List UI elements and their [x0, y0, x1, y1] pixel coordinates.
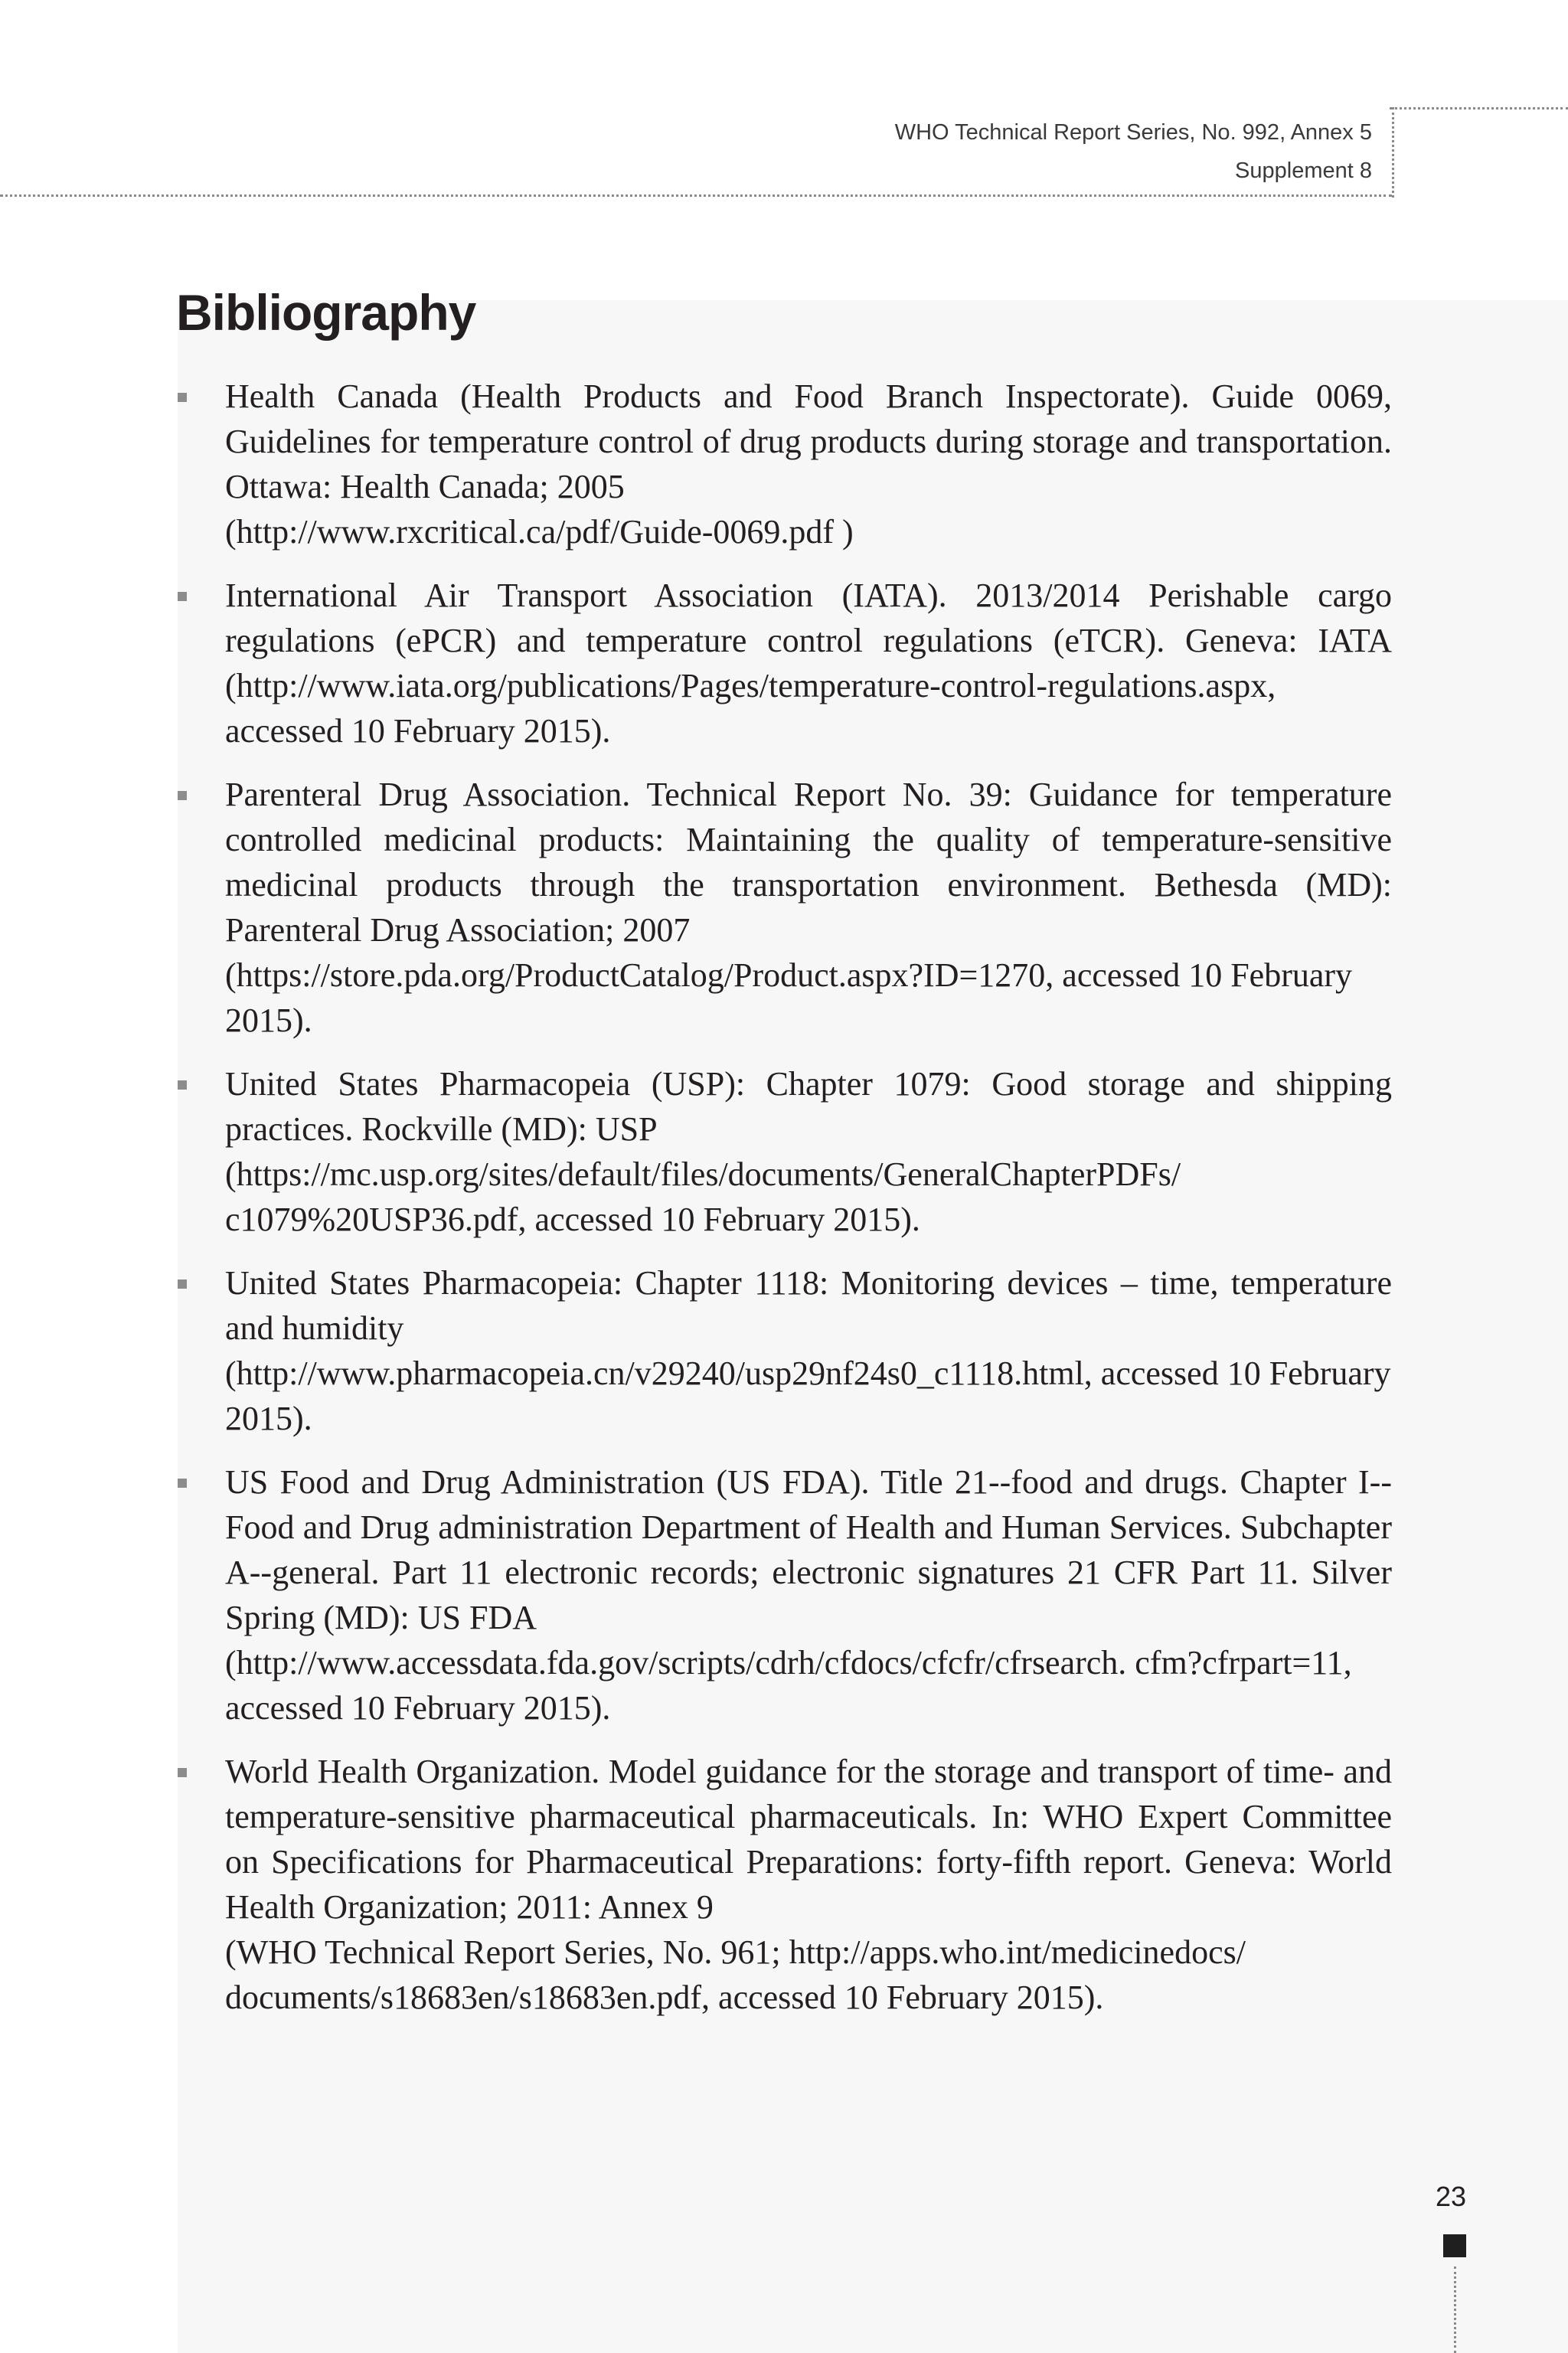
reference-url: (http://www.pharmacopeia.cn/v29240/usp29nf24s0_c1118.html, accessed 10 February 2015). [225, 1355, 1391, 1437]
page-marker-square [1443, 2234, 1466, 2257]
reference-text: Parenteral Drug Association. Technical Report No. 39: Guidance for temperature controlled medicinal products: Maintaining the quality of temperature-sensitive medicinal products through the transportation environment. Bethesda (MD): Parenteral Drug Association; 2007 [225, 776, 1392, 949]
reference-url: (https://mc.usp.org/sites/default/files/documents/GeneralChapterPDFs/ c1079%20USP36.pdf, accessed 10 February 2015). [225, 1155, 1181, 1238]
square-bullet-icon [178, 1080, 187, 1090]
reference-url: (https://store.pda.org/ProductCatalog/Product.aspx?ID=1270, accessed 10 February 2015). [225, 956, 1353, 1039]
reference-item [175, 573, 1392, 753]
series-title: WHO Technical Report Series, No. 992, Annex 5 [894, 120, 1372, 145]
square-bullet-icon [178, 1479, 187, 1488]
reference-url: (WHO Technical Report Series, No. 961; http://apps.who.int/medicinedocs/ documents/s18683en/s18683en.pdf, accessed 10 February 2015). [225, 1933, 1246, 2016]
reference-text: United States Pharmacopeia (USP): Chapter 1079: Good storage and shipping practices. Rockville (MD): USP [225, 1065, 1392, 1148]
page-dotted-rule [1454, 2266, 1456, 2353]
header-dotted-rule-vertical [1392, 107, 1394, 198]
reference-url: (http://www.rxcritical.ca/pdf/Guide-0069.pdf ) [225, 513, 854, 551]
reference-item [175, 1459, 1392, 1730]
reference-item [175, 772, 1392, 1043]
reference-text: Health Canada (Health Products and Food Branch Inspectorate). Guide 0069, Guidelines for temperature control of drug products during storage and transportation. Ottawa: Health Canada; 2005 [225, 377, 1392, 505]
header-dotted-rule-bottom [0, 194, 1392, 197]
reference-url: (http://www.accessdata.fda.gov/scripts/cdrh/cfdocs/cfcfr/cfrsearch. cfm?cfrpart=11, accessed 10 February 2015). [225, 1644, 1352, 1727]
reference-text: World Health Organization. Model guidance for the storage and transport of time- and temperature-sensitive pharmaceutical pharmaceuticals. In: WHO Expert Committee on Specifications for Pharmaceutical Preparations: forty-fifth report. Geneva: World Health Organization; 2011: Annex 9 [225, 1753, 1392, 1926]
square-bullet-icon [178, 1279, 187, 1289]
supplement-label: Supplement 8 [1235, 159, 1372, 183]
header-dotted-rule-top [1390, 107, 1568, 109]
square-bullet-icon [178, 393, 187, 402]
section-title: Bibliography [176, 284, 476, 341]
reference-list [175, 374, 1392, 2038]
square-bullet-icon [178, 592, 187, 601]
square-bullet-icon [178, 791, 187, 800]
reference-item [175, 1749, 1392, 2020]
reference-text: United States Pharmacopeia: Chapter 1118: Monitoring devices – time, temperature and humidity [225, 1264, 1392, 1347]
square-bullet-icon [178, 1768, 187, 1777]
page-number: 23 [1436, 2181, 1467, 2212]
reference-text: US Food and Drug Administration (US FDA). Title 21--food and drugs. Chapter I--Food and Drug administration Department of Health and Human Services. Subchapter A--general. Part 11 electronic records; electronic signatures 21 CFR Part 11. Silver Spring (MD): US FDA [225, 1463, 1392, 1636]
running-header [895, 113, 1372, 190]
reference-item [175, 1061, 1392, 1242]
reference-text: International Air Transport Association (IATA). 2013/2014 Perishable cargo regulations (ePCR) and temperature control regulations (eTCR). Geneva: IATA (http://www.iata.org/publications/Pages/temperature-control-regulations.aspx, accessed 10 February 2015). [225, 577, 1392, 750]
reference-item [175, 1260, 1392, 1441]
reference-item [175, 374, 1392, 554]
